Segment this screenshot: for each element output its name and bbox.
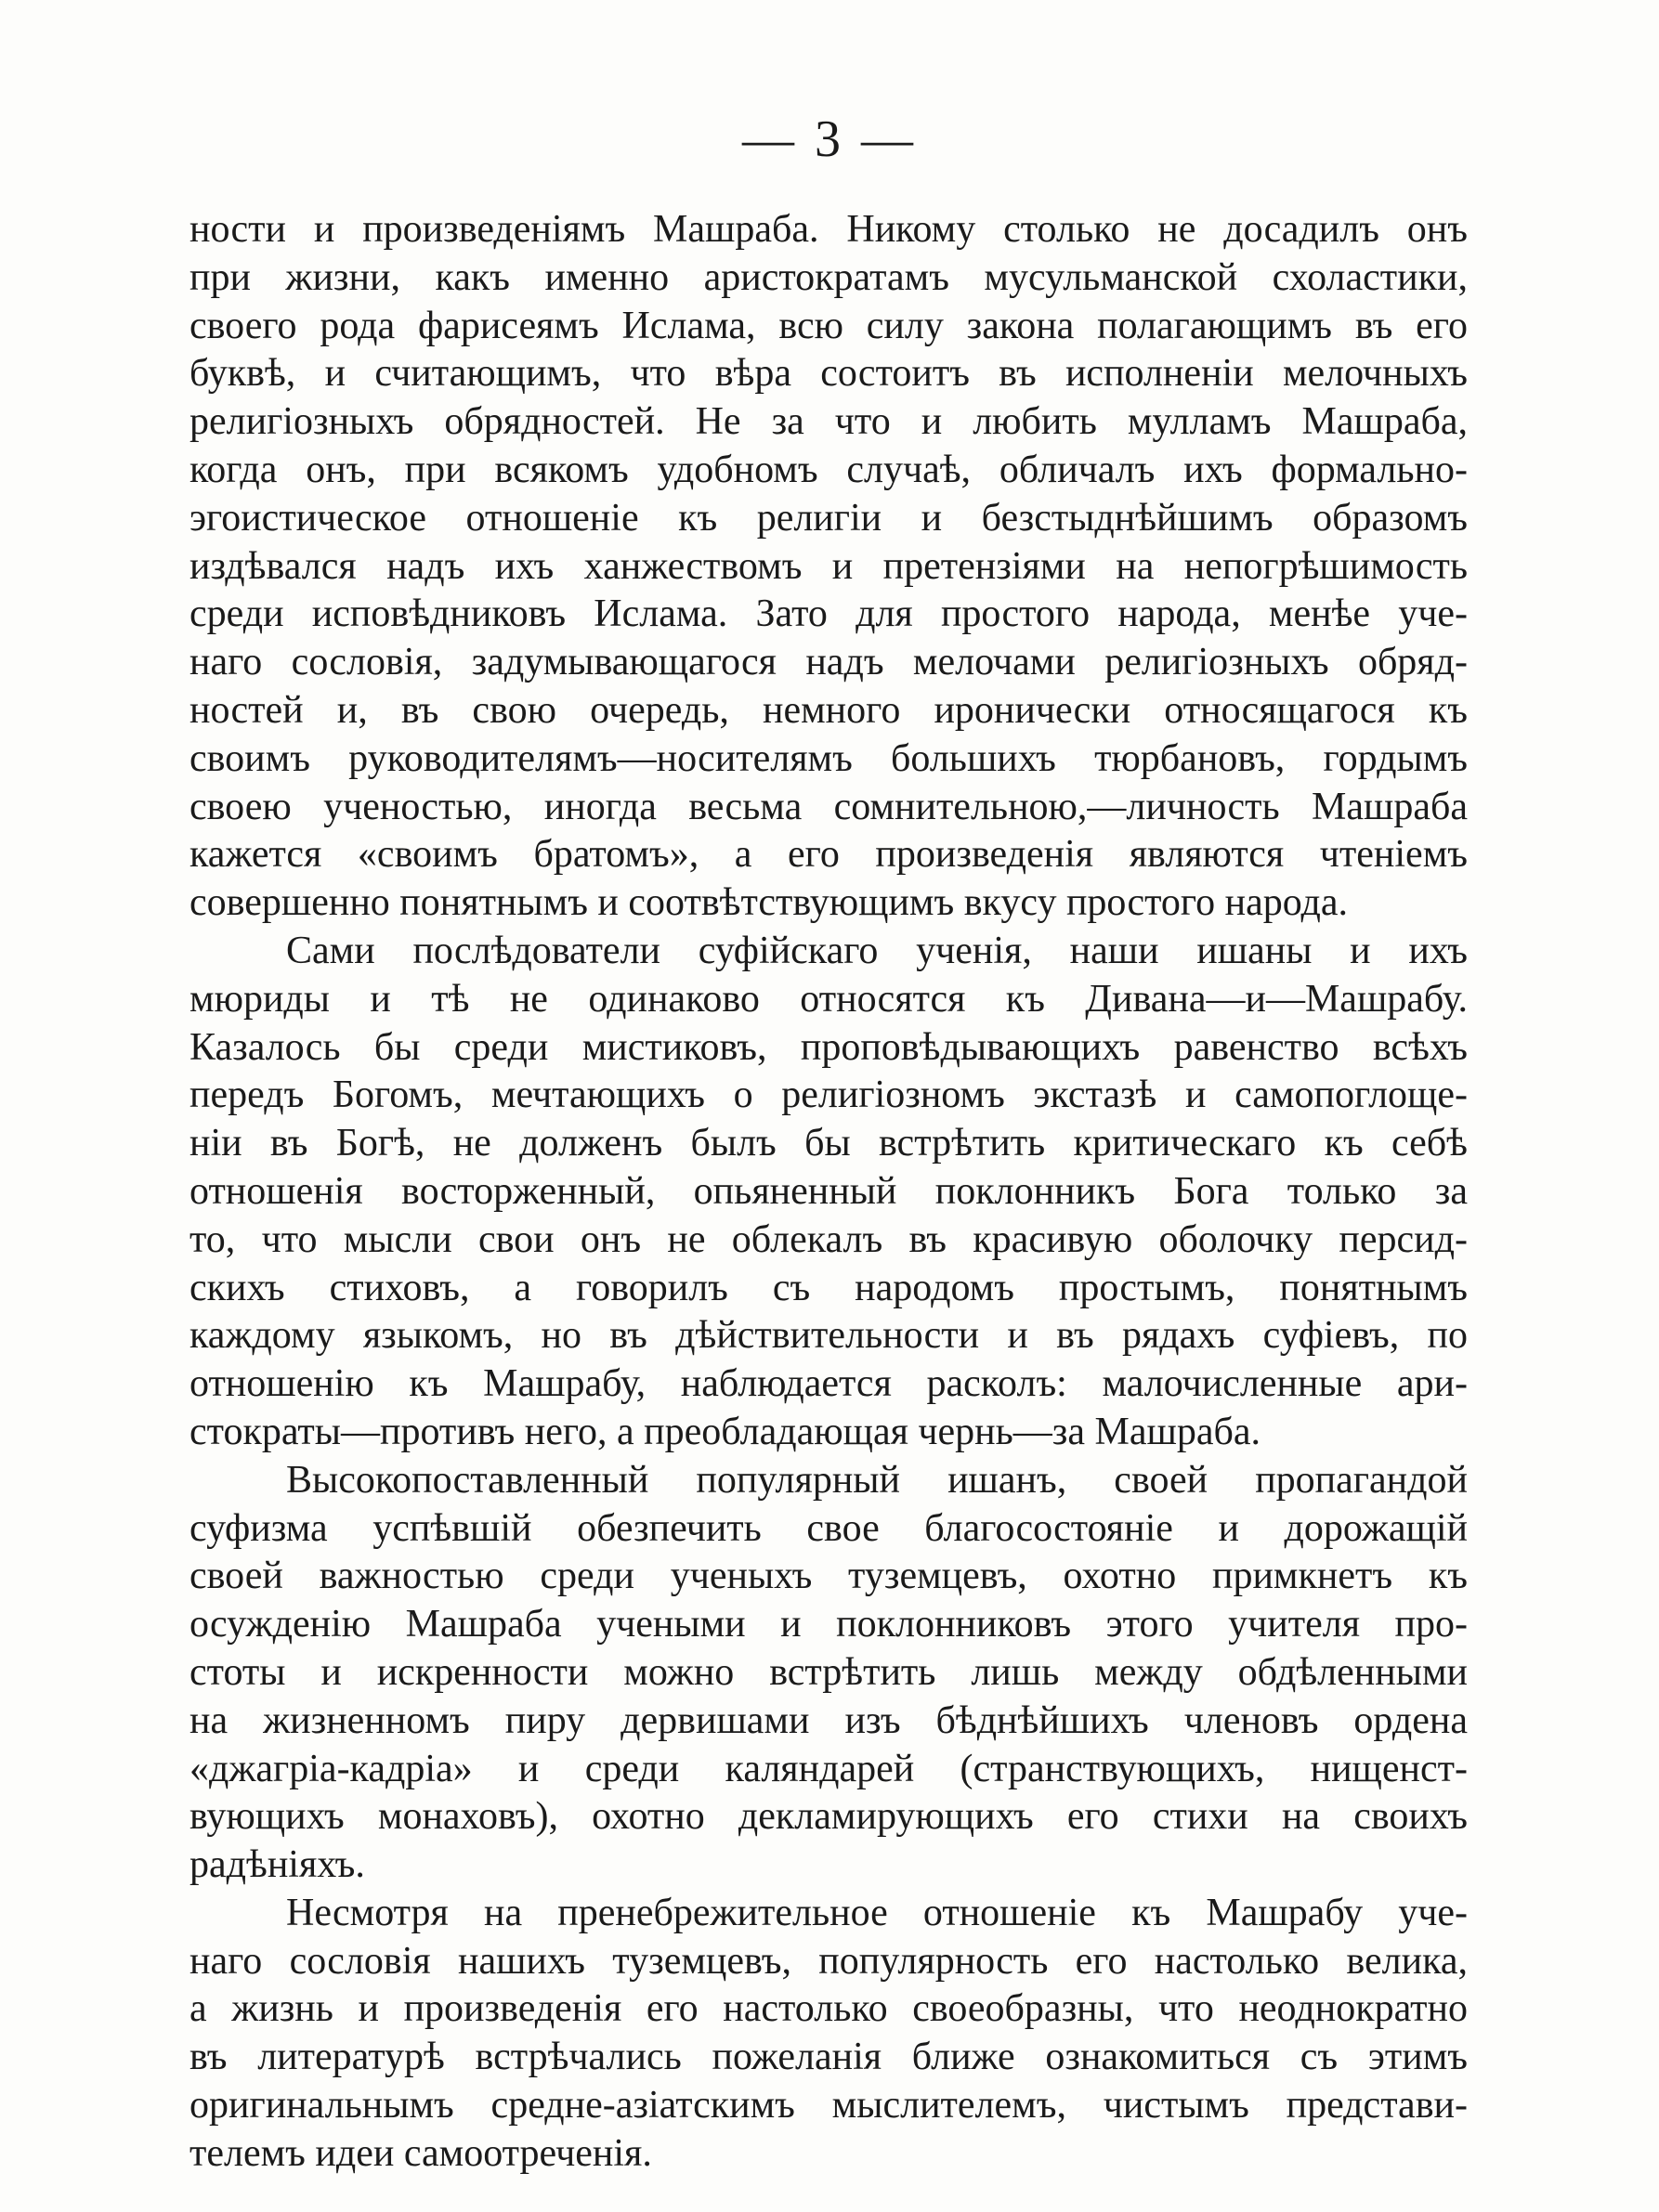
text-line: своего рода фарисеямъ Ислама, всю силу закона полагающимъ въ его: [189, 304, 1468, 347]
text-line: ности и произведеніямъ Машраба. Никому столько не досадилъ онъ: [189, 208, 1468, 251]
text-line: телемъ идеи самоотреченія.: [189, 2131, 652, 2175]
text-line: Казалось бы среди мистиковъ, проповѣдывающихъ равенство всѣхъ: [189, 1025, 1468, 1069]
text-line: Высокопоставленный популярный ишанъ, своей пропагандой: [286, 1458, 1468, 1502]
text-line: скихъ стиховъ, а говорилъ съ народомъ простымъ, понятнымъ: [189, 1266, 1468, 1309]
paragraph: [189, 1457, 1468, 1890]
text-line: отношенія восторженный, опьяненный поклонникъ Бога только за: [189, 1169, 1468, 1213]
text-line: ніи въ Богѣ, не долженъ былъ бы встрѣтить критическаго къ себѣ: [189, 1122, 1468, 1165]
text-line: когда онъ, при всякомъ удобномъ случаѣ, обличалъ ихъ формально-: [189, 448, 1468, 491]
text-line: своею ученостью, иногда весьма сомнительною,—личность Машраба: [189, 785, 1468, 828]
text-line: суфизма успѣвшій обезпечить свое благосостояніе и дорожащій: [189, 1506, 1468, 1550]
text-line: на жизненномъ пиру дервишами изъ бѣднѣйшихъ членовъ ордена: [189, 1698, 1468, 1742]
text-line: «джагріа-кадріа» и среди каляндарей (странствующихъ, нищенст-: [189, 1747, 1468, 1790]
text-line: то, что мысли свои онъ не облекалъ въ красивую оболочку персид-: [189, 1217, 1468, 1261]
body-text: [189, 206, 1468, 2179]
text-line: кажется «своимъ братомъ», а его произведенія являются чтеніемъ: [189, 833, 1468, 877]
text-line: Несмотря на пренебрежительное отношеніе къ Машрабу уче-: [286, 1891, 1468, 1934]
text-line: ностей и, въ свою очередь, немного иронически относящагося къ: [189, 688, 1468, 732]
paragraph: [189, 206, 1468, 928]
text-line: стоты и искренности можно встрѣтить лишь между обдѣленными: [189, 1650, 1468, 1694]
text-line: при жизни, какъ именно аристократамъ мусульманской схоластики,: [189, 255, 1468, 299]
paragraph: [189, 928, 1468, 1457]
text-line: издѣвался надъ ихъ ханжествомъ и претензіями на непогрѣшимость: [189, 544, 1468, 588]
text-line: среди исповѣдниковъ Ислама. Зато для простого народа, менѣе уче-: [189, 592, 1468, 636]
text-line: своей важностью среди ученыхъ туземцевъ, охотно примкнетъ къ: [189, 1555, 1468, 1598]
text-line: совершенно понятнымъ и соотвѣтствующимъ вкусу простого народа.: [189, 881, 1349, 925]
text-line: наго сословія, задумывающагося надъ мелочами религіозныхъ обряд-: [189, 641, 1468, 684]
text-line: оригинальнымъ средне-азіатскимъ мыслителемъ, чистымъ представи-: [189, 2084, 1468, 2127]
text-line: отношенію къ Машрабу, наблюдается расколъ: малочисленные ари-: [189, 1362, 1468, 1406]
text-line: буквѣ, и считающимъ, что вѣра состоитъ въ исполненіи мелочныхъ: [189, 352, 1468, 396]
text-line: религіозныхъ обрядностей. Не за что и любить мулламъ Машраба,: [189, 400, 1468, 444]
text-line: Сами послѣдователи суфійскаго ученія, наши ишаны и ихъ: [286, 929, 1468, 972]
text-line: наго сословія нашихъ туземцевъ, популярность его настолько велика,: [189, 1939, 1468, 1983]
text-line: осужденію Машраба учеными и поклонниковъ этого учителя про-: [189, 1603, 1468, 1646]
page-number: — 3 —: [742, 111, 917, 168]
text-line: а жизнь и произведенія его настолько своеобразны, что неоднократно: [189, 1987, 1468, 2031]
text-line: своимъ руководителямъ—носителямъ большихъ тюрбановъ, гордымъ: [189, 736, 1468, 780]
text-line: стократы—противъ него, а преобладающая чернь—за Машраба.: [189, 1410, 1261, 1453]
text-line: вующихъ монаховъ), охотно декламирующихъ его стихи на своихъ: [189, 1795, 1468, 1839]
text-line: въ литературѣ встрѣчались пожеланія ближе ознакомиться съ этимъ: [189, 2036, 1468, 2079]
text-line: эгоистическое отношеніе къ религіи и безстыднѣйшимъ образомъ: [189, 496, 1468, 540]
paragraph: [189, 1890, 1468, 2179]
text-line: радѣніяхъ.: [189, 1843, 365, 1887]
text-line: передъ Богомъ, мечтающихъ о религіозномъ экстазѣ и самопоглоще-: [189, 1073, 1468, 1117]
text-line: каждому языкомъ, но въ дѣйствительности и въ рядахъ суфіевъ, по: [189, 1314, 1468, 1358]
text-line: мюриды и тѣ не одинаково относятся къ Дивана—и—Машрабу.: [189, 977, 1468, 1021]
